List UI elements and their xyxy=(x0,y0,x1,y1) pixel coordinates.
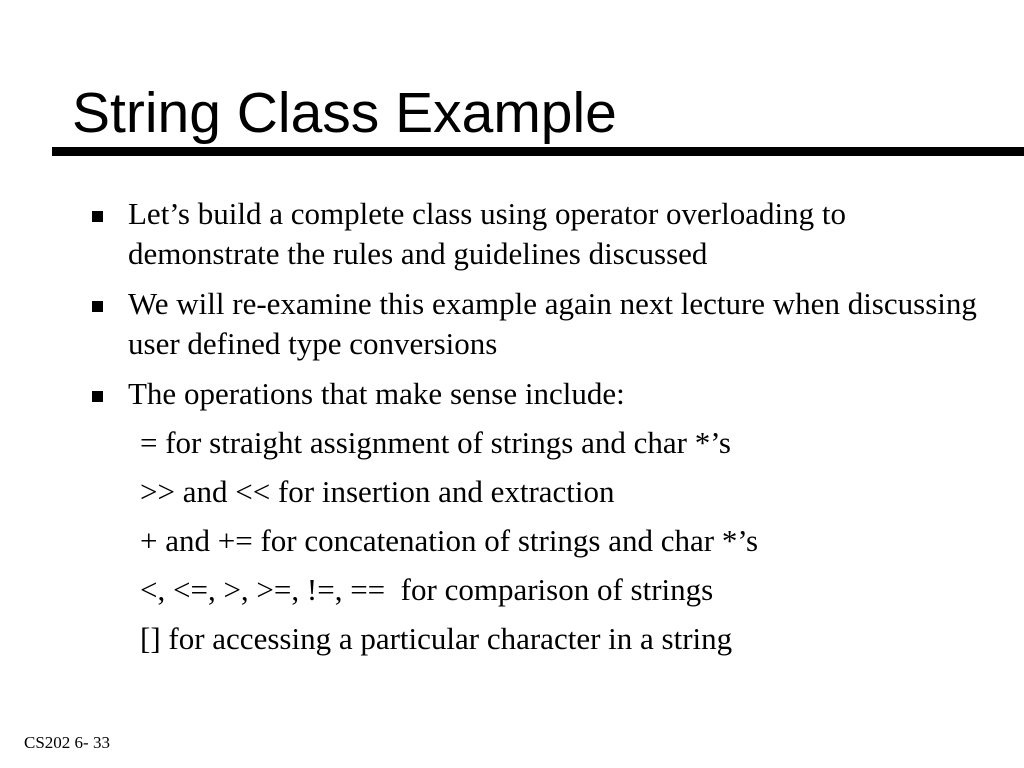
sub-item: = for straight assignment of strings and char *’s xyxy=(140,425,731,460)
bullet-text: Let’s build a complete class using operator overloading to demonstrate the rules and guidelines discussed xyxy=(128,196,846,271)
title-underline xyxy=(52,147,1024,156)
sub-item: <, <=, >, >=, !=, == for comparison of strings xyxy=(140,572,714,607)
bullet-text: We will re-examine this example again next lecture when discussing user defined type conversions xyxy=(128,286,977,361)
bullet-item xyxy=(128,194,998,274)
square-bullet-icon xyxy=(92,301,103,312)
square-bullet-icon xyxy=(92,211,103,222)
sub-item: >> and << for insertion and extraction xyxy=(140,474,615,509)
bullet-text: The operations that make sense include: xyxy=(128,376,625,411)
slide-title: String Class Example xyxy=(72,81,617,145)
slide-footer: CS202 6- 33 xyxy=(24,733,110,752)
sub-item: + and += for concatenation of strings and char *’s xyxy=(140,523,759,558)
bullet-item xyxy=(128,374,998,414)
sub-item: [] for accessing a particular character in a string xyxy=(140,621,733,656)
bullet-item xyxy=(128,284,998,364)
square-bullet-icon xyxy=(92,391,103,402)
